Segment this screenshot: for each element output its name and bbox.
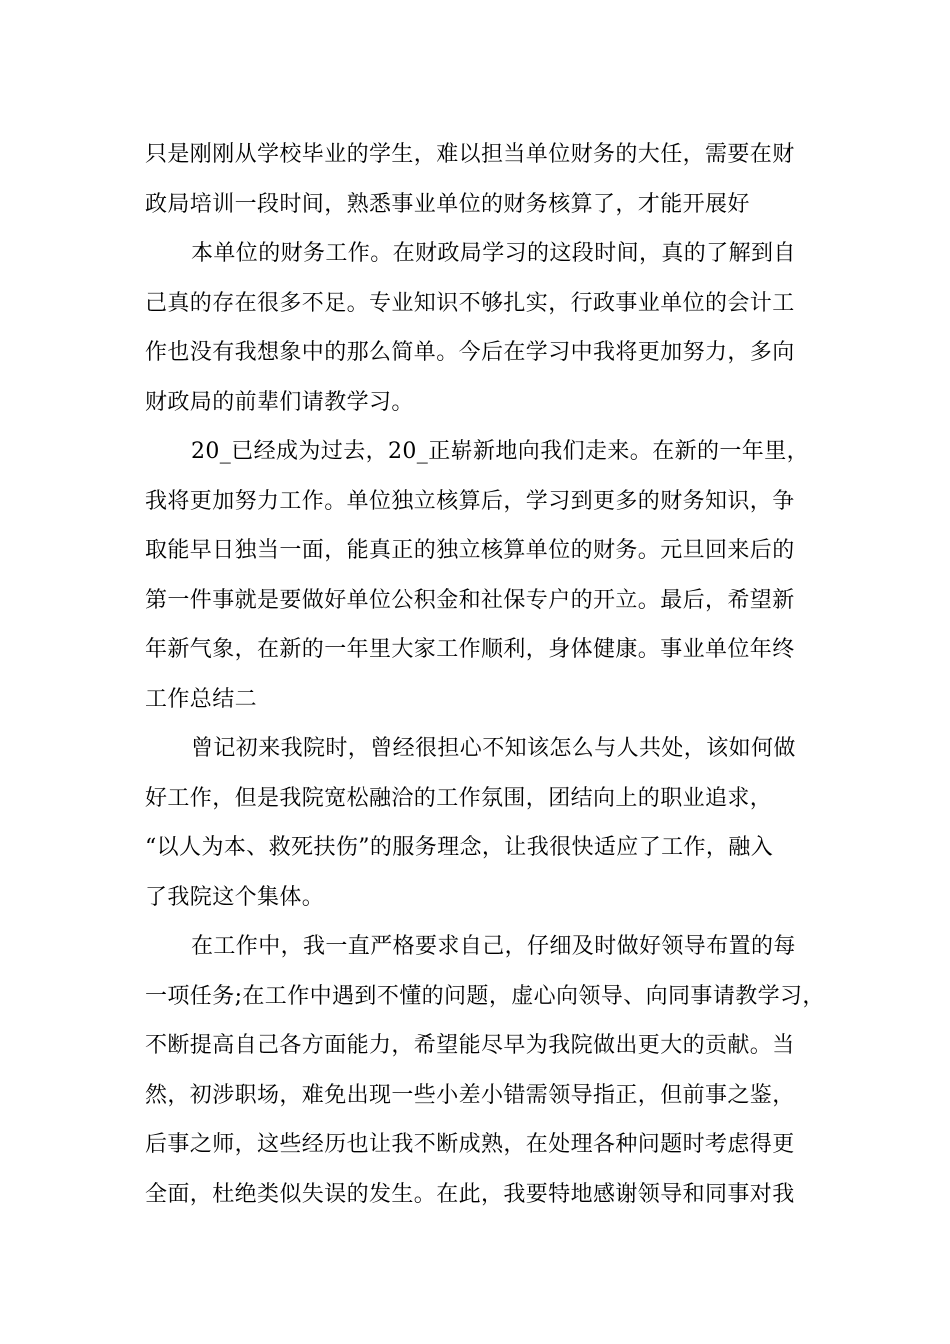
text-line: 作也没有我想象中的那么简单。今后在学习中我将更加努力，多向 [145, 340, 795, 365]
text-line: 取能早日独当一面，能真正的独立核算单位的财务。元旦回来后的 [145, 538, 795, 563]
text-line: 己真的存在很多不足。专业知识不够扎实，行政事业单位的会计工 [145, 290, 795, 316]
paragraph-first-line: 曾记初来我院时，曾经很担心不知该怎么与人共处，该如何做 [191, 736, 796, 761]
text-line: “以人为本、救死扶伤”的服务理念，让我很快适应了工作，融入 [145, 835, 774, 860]
paragraph-first-line: 在工作中，我一直严格要求自己，仔细及时做好领导布置的每 [191, 934, 796, 959]
text-line: 了我院这个集体。 [145, 884, 325, 910]
text-line: 全面，杜绝类似失误的发生。在此，我要特地感谢领导和同事对我 [145, 1181, 795, 1207]
text-line: 后事之师，这些经历也让我不断成熟，在处理各种问题时考虑得更 [145, 1132, 795, 1157]
paragraph-first-line: 本单位的财务工作。在财政局学习的这段时间，真的了解到自 [191, 241, 796, 266]
text-line: 第一件事就是要做好单位公积金和社保专户的开立。最后，希望新 [145, 587, 795, 613]
text-line: 然，初涉职场，难免出现一些小差小错需领导指正，但前事之鉴， [145, 1082, 795, 1108]
body-text [145, 130, 825, 1219]
text-line: 年新气象，在新的一年里大家工作顺利，身体健康。事业单位年终 [145, 637, 795, 662]
text-line: 我将更加努力工作。单位独立核算后，学习到更多的财务知识，争 [145, 488, 795, 514]
text-line: 只是刚刚从学校毕业的学生，难以担当单位财务的大任，需要在财 [145, 142, 795, 167]
text-line: 政局培训一段时间，熟悉事业单位的财务核算了，才能开展好 [145, 191, 750, 217]
text-line: 好工作，但是我院宽松融洽的工作氛围，团结向上的职业追求， [145, 785, 773, 811]
text-line: 一项任务;在工作中遇到不懂的问题，虚心向领导、向同事请教学习， [145, 983, 825, 1009]
text-line: 工作总结二 [145, 686, 258, 712]
text-line: 不断提高自己各方面能力，希望能尽早为我院做出更大的贡献。当 [145, 1033, 795, 1058]
text-line: 财政局的前辈们请教学习。 [145, 389, 414, 415]
paragraph-first-line: 20_已经成为过去，20_正崭新地向我们走来。在新的一年里， [191, 439, 809, 464]
